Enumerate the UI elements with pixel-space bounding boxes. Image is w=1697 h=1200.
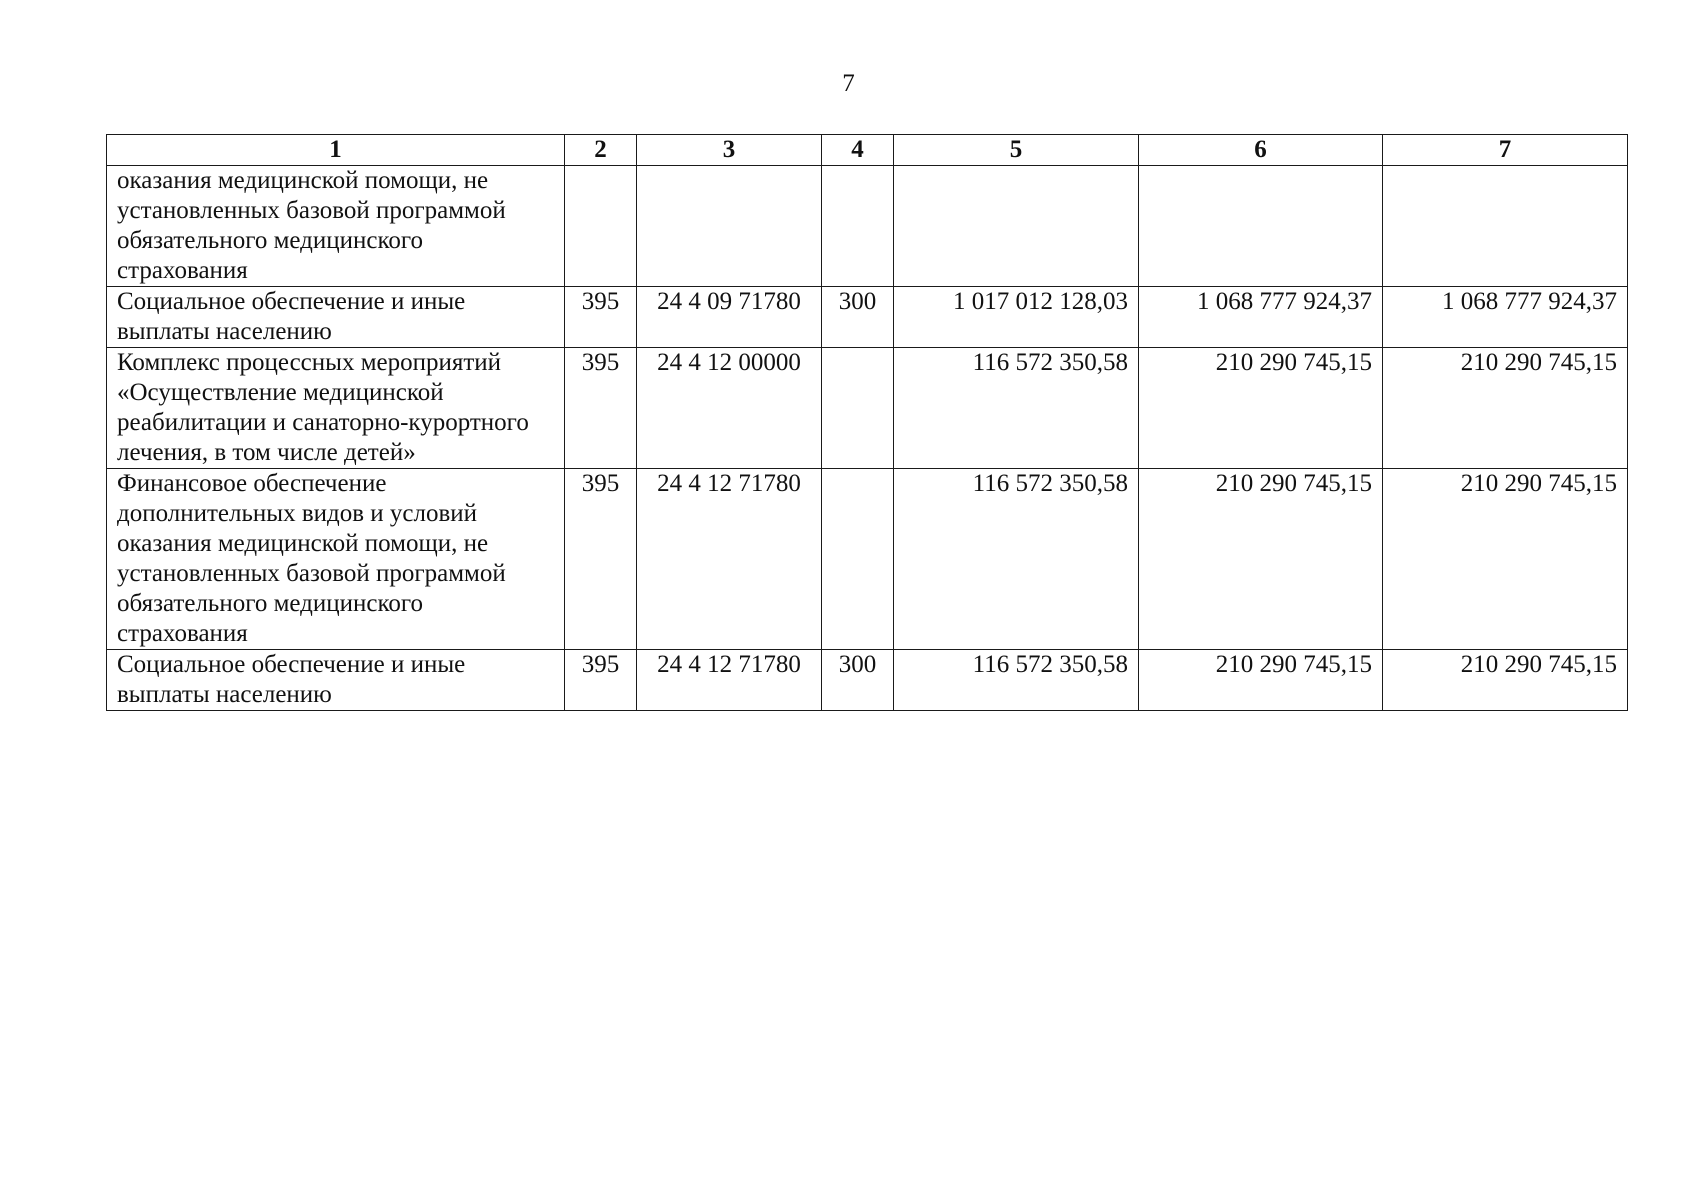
amount-cell-col5: 116 572 350,58 [894, 469, 1139, 650]
amount-cell-col7 [1383, 166, 1628, 287]
amount-cell-col5: 1 017 012 128,03 [894, 287, 1139, 348]
expense-type-cell [822, 469, 894, 650]
amount-cell-col6: 210 290 745,15 [1139, 348, 1383, 469]
target-article-cell [637, 166, 822, 287]
row-name-cell: оказания медицинской помощи, не установленных базовой программой обязательного медицинского страхования [107, 166, 565, 287]
chapter-cell: 395 [565, 348, 637, 469]
table-row [107, 166, 1628, 287]
amount-cell-col5: 116 572 350,58 [894, 348, 1139, 469]
amount-cell-col5: 116 572 350,58 [894, 650, 1139, 711]
amount-cell-col6: 1 068 777 924,37 [1139, 287, 1383, 348]
chapter-cell: 395 [565, 469, 637, 650]
table-row [107, 348, 1628, 469]
column-header: 6 [1139, 135, 1383, 166]
column-header: 5 [894, 135, 1139, 166]
target-article-cell: 24 4 12 00000 [637, 348, 822, 469]
column-header: 2 [565, 135, 637, 166]
chapter-cell: 395 [565, 287, 637, 348]
chapter-cell: 395 [565, 650, 637, 711]
target-article-cell: 24 4 12 71780 [637, 469, 822, 650]
chapter-cell [565, 166, 637, 287]
column-header: 3 [637, 135, 822, 166]
column-header: 7 [1383, 135, 1628, 166]
amount-cell-col7: 1 068 777 924,37 [1383, 287, 1628, 348]
target-article-cell: 24 4 12 71780 [637, 650, 822, 711]
expense-type-cell: 300 [822, 650, 894, 711]
row-name-cell: Комплекс процессных мероприятий «Осуществление медицинской реабилитации и санаторно-курортного лечения, в том числе детей» [107, 348, 565, 469]
table-row [107, 287, 1628, 348]
expense-type-cell [822, 348, 894, 469]
page-number: 7 [842, 70, 855, 97]
table-header-row [107, 135, 1628, 166]
table-row [107, 650, 1628, 711]
amount-cell-col7: 210 290 745,15 [1383, 469, 1628, 650]
amount-cell-col6: 210 290 745,15 [1139, 469, 1383, 650]
amount-cell-col6 [1139, 166, 1383, 287]
budget-table [106, 134, 1628, 711]
row-name-cell: Социальное обеспечение и иные выплаты населению [107, 287, 565, 348]
amount-cell-col6: 210 290 745,15 [1139, 650, 1383, 711]
row-name-cell: Финансовое обеспечение дополнительных видов и условий оказания медицинской помощи, не установленных базовой программой обязательного медицинского страхования [107, 469, 565, 650]
amount-cell-col7: 210 290 745,15 [1383, 348, 1628, 469]
expense-type-cell [822, 166, 894, 287]
expense-type-cell: 300 [822, 287, 894, 348]
column-header: 1 [107, 135, 565, 166]
target-article-cell: 24 4 09 71780 [637, 287, 822, 348]
column-header: 4 [822, 135, 894, 166]
amount-cell-col5 [894, 166, 1139, 287]
row-name-cell: Социальное обеспечение и иные выплаты населению [107, 650, 565, 711]
table-row [107, 469, 1628, 650]
amount-cell-col7: 210 290 745,15 [1383, 650, 1628, 711]
